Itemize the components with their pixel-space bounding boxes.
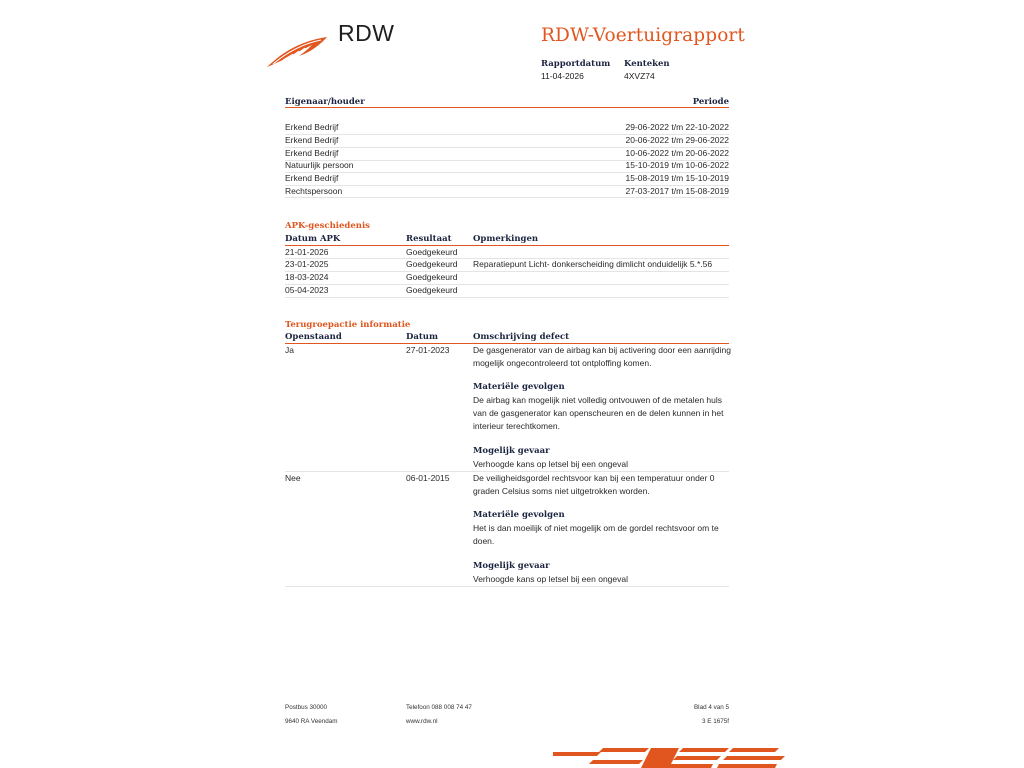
recall-danger-label: Mogelijk gevaar [473, 446, 550, 456]
apk-header-rule [285, 245, 729, 246]
apk-result-header: Resultaat [406, 234, 452, 244]
apk-result-cell: Goedgekeurd [406, 285, 458, 295]
apk-result-cell: Goedgekeurd [406, 247, 458, 257]
decorative-stripes-icon [553, 746, 785, 768]
period-cell: 29-06-2022 t/m 22-10-2022 [625, 122, 729, 132]
apk-result-cell: Goedgekeurd [406, 259, 458, 269]
recall-defect-line: graden Celsius soms niet uitgetrokken worden. [473, 485, 650, 496]
recall-consequences-line: van de gasgenerator kan openscheuren en de delen kunnen in het [473, 407, 724, 418]
footer-address-line-1: Postbus 30000 [285, 704, 328, 711]
owner-cell: Erkend Bedrijf [285, 135, 339, 145]
recall-danger-label: Mogelijk gevaar [473, 561, 550, 571]
recall-danger-text: Verhoogde kans op letsel bij een ongeval [473, 459, 629, 469]
recall-date-header: Datum [406, 332, 438, 342]
recall-consequences-label: Materiële gevolgen [473, 510, 565, 520]
recall-desc-header: Omschrijving defect [473, 332, 570, 342]
apk-date-cell: 23-01-2025 [285, 259, 329, 269]
owner-cell: Rechtspersoon [285, 186, 343, 196]
owners-header-rule [285, 107, 729, 108]
footer-website-link[interactable]: www.rdw.nl [406, 718, 438, 725]
recall-consequences-label: Materiële gevolgen [473, 382, 565, 392]
logo-text: RDW [338, 20, 395, 46]
apk-remarks-cell: Reparatiepunt Licht- donkerscheiding dimlicht onduidelijk 5.*.56 [473, 259, 713, 269]
owner-column-header: Eigenaar/houder [285, 97, 365, 107]
period-cell: 15-08-2019 t/m 15-10-2019 [625, 173, 729, 183]
recall-consequences-line: De airbag kan mogelijk niet volledig ontvouwen of de metalen huls [473, 395, 723, 405]
recall-date-cell: 27-01-2023 [406, 345, 450, 355]
row-divider [285, 271, 729, 272]
owner-cell: Erkend Bedrijf [285, 148, 339, 158]
owner-cell: Erkend Bedrijf [285, 122, 339, 132]
recall-defect-description [473, 472, 735, 498]
footer-address-line-2: 9640 RA Veendam [285, 718, 338, 725]
footer-page-number: Blad 4 van 5 [693, 704, 729, 711]
report-date-label: Rapportdatum [541, 59, 611, 69]
row-divider [285, 197, 729, 198]
report-date-value: 11-04-2026 [541, 71, 584, 81]
recall-consequences-text [473, 522, 735, 548]
recall-defect-line: mogelijk ongecontroleerd tot ontploffing komen. [473, 357, 652, 368]
rdw-logo-icon [265, 34, 329, 68]
period-cell: 27-03-2017 t/m 15-08-2019 [625, 186, 729, 196]
recall-defect-description [473, 344, 735, 370]
apk-remarks-header: Opmerkingen [473, 234, 539, 244]
apk-date-cell: 05-04-2023 [285, 285, 329, 295]
recall-danger-text: Verhoogde kans op letsel bij een ongeval [473, 574, 629, 584]
apk-section-title: APK-geschiedenis [285, 221, 370, 231]
recall-consequences-line: doen. [473, 535, 495, 546]
recall-open-cell: Ja [285, 345, 294, 355]
apk-date-header: Datum APK [285, 234, 341, 244]
recall-defect-line: De veiligheidsgordel rechtsvoor kan bij een temperatuur onder 0 [473, 473, 715, 483]
recall-consequences-text [473, 394, 735, 432]
row-divider [285, 586, 729, 587]
row-divider [285, 297, 729, 298]
recall-consequences-line: interieur terechtkomen. [473, 420, 560, 431]
license-plate-label: Kenteken [624, 59, 670, 69]
apk-date-cell: 18-03-2024 [285, 272, 329, 282]
license-plate-value: 4XVZ74 [624, 71, 655, 81]
owner-cell: Natuurlijk persoon [285, 160, 354, 170]
apk-date-cell: 21-01-2026 [285, 247, 329, 257]
footer-phone: Telefoon 088 008 74 47 [406, 704, 472, 711]
row-divider [285, 284, 729, 285]
period-cell: 15-10-2019 t/m 10-06-2022 [625, 160, 729, 170]
recall-open-cell: Nee [285, 473, 301, 483]
recall-defect-line: De gasgenerator van de airbag kan bij activering door een aanrijding [473, 345, 732, 355]
recall-date-cell: 06-01-2015 [406, 473, 450, 483]
apk-result-cell: Goedgekeurd [406, 272, 458, 282]
owner-cell: Erkend Bedrijf [285, 173, 339, 183]
recall-open-header: Openstaand [285, 332, 342, 342]
period-cell: 20-06-2022 t/m 29-06-2022 [625, 135, 729, 145]
recall-section-title: Terugroepactie informatie [285, 320, 411, 330]
report-title: RDW-Voertuigrapport [541, 25, 745, 46]
period-cell: 10-06-2022 t/m 20-06-2022 [625, 148, 729, 158]
period-column-header: Periode [692, 97, 729, 107]
footer-document-code: 3 E 1675f [702, 718, 729, 725]
recall-consequences-line: Het is dan moeilijk of niet mogelijk om de gordel rechtsvoor om te [473, 523, 719, 533]
